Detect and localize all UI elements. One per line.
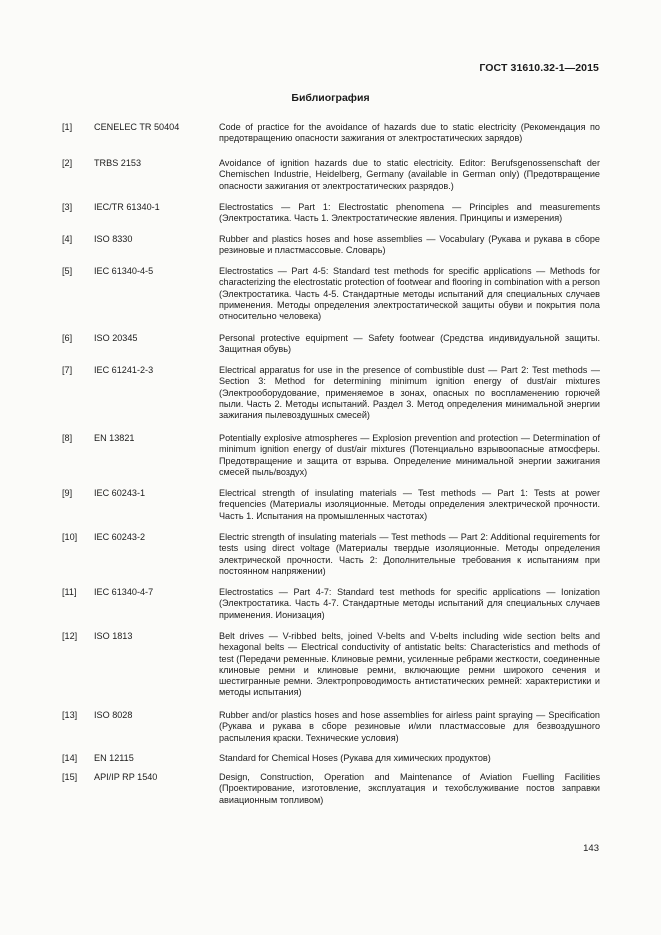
- bibliography-entry: [62, 266, 600, 333]
- entry-description: Code of practice for the avoidance of hazards due to static electricity (Рекомендация по предотвращению опасности зажигания от электростатических зарядов): [219, 122, 600, 144]
- entry-code: ISO 8330: [94, 234, 133, 244]
- entry-number: [15]: [62, 772, 78, 782]
- entry-number: [10]: [62, 532, 78, 542]
- entry-code: IEC 61340-4-7: [94, 587, 154, 597]
- entry-description: Electrostatics — Part 4-7: Standard test methods for specific applications — Ionization (Электростатика. Часть 4-7. Стандартные методы испытаний для специальных случаев применения. Ионизация): [219, 587, 600, 620]
- bibliography-entry: [62, 532, 600, 587]
- bibliography-entry: [62, 202, 600, 234]
- entry-description: Electric strength of insulating materials — Test methods — Part 2: Additional requirements for tests using direct voltage (Материалы твердые изоляционные. Методы определения электрической прочности. Часть 2: Дополнительные требования к испытаниям при постоянном напряжении): [219, 532, 600, 576]
- entry-description: Potentially explosive atmospheres — Explosion prevention and protection — Determination of minimum ignition energy of dust/air mixtures (Потенциально взрывоопасные атмосферы. Предотвращение и защита от взрыва. Определение минимальной энергии зажигания смесей пыль/воздух): [219, 433, 600, 477]
- entry-number: [4]: [62, 234, 73, 244]
- bibliography-entry: [62, 772, 600, 812]
- entry-code: ISO 20345: [94, 333, 138, 343]
- bibliography-entry: [62, 710, 600, 753]
- bibliography-entry: [62, 122, 600, 158]
- entry-code: EN 12115: [94, 753, 134, 763]
- entry-number: [13]: [62, 710, 78, 720]
- entry-code: TRBS 2153: [94, 158, 142, 168]
- entry-number: [9]: [62, 488, 73, 498]
- entry-number: [12]: [62, 631, 78, 641]
- bibliography-list: [62, 122, 600, 812]
- bibliography-entry: [62, 234, 600, 266]
- entry-code: CENELEC TR 50404: [94, 122, 180, 132]
- entry-description: Belt drives — V-ribbed belts, joined V-belts and V-belts including wide section belts and hexagonal belts — Electrical conductivity of antistatic belts: Characteristics and methods of test (Передачи ременные. Клиновые ремни, усиленные ребрами жесткости, соединенные клиновые ремни и клиновые ремни, включающие ремни широкого сечения и шестигранные ремни. Электропроводимость антистатических ремней: характеристики и методы испытания): [219, 631, 600, 698]
- bibliography-entry: [62, 433, 600, 488]
- entry-description: Electrical apparatus for use in the presence of combustible dust — Part 2: Test methods — Section 3: Method for determining minimum ignition energy of dust/air mixtures (Электрооборудование, применяемое в зонах, опасных по воспламенению горючей пыли. Часть 2. Методы испытаний. Раздел 3. Метод определения минимальной энергии зажигания пылевоздушных смесей): [219, 365, 600, 421]
- entry-description: Rubber and plastics hoses and hose assemblies — Vocabulary (Рукава и рукава в сборе резиновые и пластмассовые. Словарь): [219, 234, 600, 256]
- entry-description: Electrostatics — Part 4-5: Standard test methods for specific applications — Methods for characterizing the electrostatic protection of footwear and flooring in combination with a person (Электростатика. Часть 4-5. Стандартные методы испытаний для специальных случаев применения. Методы определения электростатической защиты обуви и покрытия пола относительно человека): [219, 266, 600, 322]
- entry-description: Personal protective equipment — Safety footwear (Средства индивидуальной защиты. Защитная обувь): [219, 333, 600, 355]
- bibliography-entry: [62, 587, 600, 631]
- entry-code: ISO 1813: [94, 631, 133, 641]
- entry-code: IEC 60243-1: [94, 488, 146, 498]
- bibliography-entry: [62, 365, 600, 433]
- entry-description: Avoidance of ignition hazards due to static electricity. Editor: Berufsgenossenschaft der Chemischen Industrie, Heidelberg, Germany (available in German only) (Предотвращение опасности зажигания от электростатических разрядов.): [219, 158, 600, 191]
- entry-description: Design, Construction, Operation and Maintenance of Aviation Fuelling Facilities (Проектирование, изготовление, эксплуатация и техобслуживание постов заправки авиационным топливом): [219, 772, 600, 805]
- bibliography-entry: [62, 488, 600, 532]
- entry-number: [5]: [62, 266, 73, 276]
- page-title: Библиография: [291, 92, 370, 104]
- entry-code: IEC 61340-4-5: [94, 266, 154, 276]
- entry-code: IEC 61241-2-3: [94, 365, 154, 375]
- entry-number: [14]: [62, 753, 78, 763]
- entry-number: [1]: [62, 122, 73, 132]
- entry-code: IEC 60243-2: [94, 532, 146, 542]
- entry-code: IEC/TR 61340-1: [94, 202, 160, 212]
- entry-number: [2]: [62, 158, 73, 168]
- entry-number: [3]: [62, 202, 73, 212]
- bibliography-entry: [62, 753, 600, 772]
- entry-number: [7]: [62, 365, 73, 375]
- standard-header: ГОСТ 31610.32-1—2015: [479, 62, 599, 74]
- bibliography-entry: [62, 333, 600, 365]
- entry-description: Standard for Chemical Hoses (Рукава для химических продуктов): [219, 753, 491, 763]
- entry-number: [8]: [62, 433, 73, 443]
- bibliography-entry: [62, 158, 600, 202]
- entry-code: API/IP RP 1540: [94, 772, 158, 782]
- bibliography-entry: [62, 631, 600, 710]
- entry-code: ISO 8028: [94, 710, 133, 720]
- page-number: 143: [583, 843, 599, 854]
- entry-code: EN 13821: [94, 433, 135, 443]
- entry-number: [6]: [62, 333, 73, 343]
- entry-description: Electrostatics — Part 1: Electrostatic phenomena — Principles and measurements (Электростатика. Часть 1. Электростатические явления. Принципы и измерения): [219, 202, 600, 224]
- entry-description: Electrical strength of insulating materials — Test methods — Part 1: Tests at power frequencies (Материалы изоляционные. Методы определения электрической прочности. Часть 1. Испытания на промышленных частотах): [219, 488, 600, 521]
- entry-description: Rubber and/or plastics hoses and hose assemblies for airless paint spraying — Specification (Рукава и рукава в сборе резиновые и/или пластмассовые для безвоздушного распыления краски. Технические условия): [219, 710, 600, 743]
- entry-number: [11]: [62, 587, 77, 597]
